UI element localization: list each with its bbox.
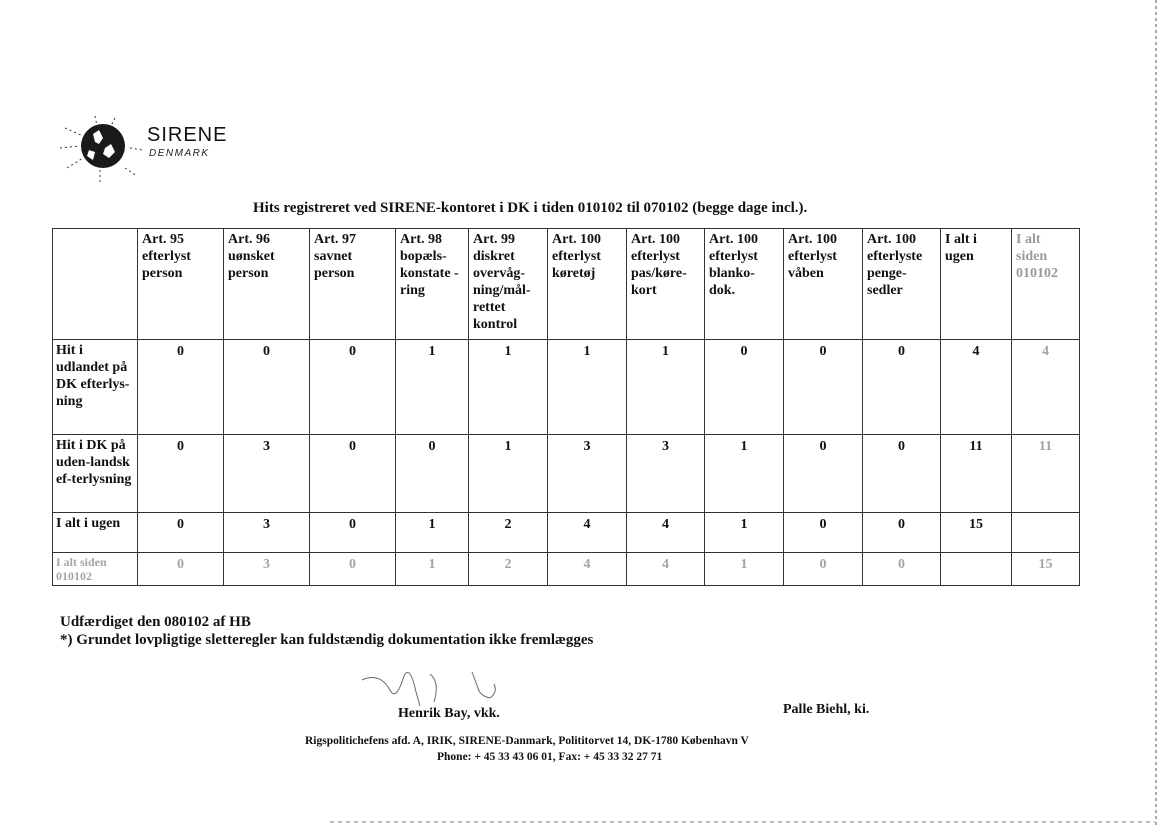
header-cell: I alt i ugen	[941, 229, 1012, 340]
table-cell	[941, 553, 1012, 586]
row-label: I alt i ugen	[53, 513, 138, 553]
header-cell: Art. 96 uønsket person	[224, 229, 310, 340]
table-cell: 2	[469, 513, 548, 553]
table-cell: 0	[310, 340, 396, 435]
table-cell: 0	[396, 435, 469, 513]
table-cell: 4	[548, 553, 627, 586]
table-cell: 3	[627, 435, 705, 513]
header-cell: Art. 100 efterlyst køretøj	[548, 229, 627, 340]
handwritten-signature	[360, 662, 520, 712]
page-title: Hits registreret ved SIRENE-kontoret i DK i tiden 010102 til 070102 (begge dage incl.).	[253, 200, 808, 216]
logo-country: DENMARK	[149, 148, 210, 159]
table-cell: 0	[705, 340, 784, 435]
table-row	[53, 435, 1080, 513]
row-label: Hit i DK på uden-landsk ef-terlysning	[53, 435, 138, 513]
table-cell: 1	[469, 340, 548, 435]
table-cell: 1	[396, 553, 469, 586]
table-cell: 11	[941, 435, 1012, 513]
table-cell: 4	[627, 553, 705, 586]
hits-table	[52, 228, 1080, 586]
table-cell: 0	[863, 553, 941, 586]
deletion-note: *) Grundet lovpligtige sletteregler kan fuldstændig dokumentation ikke fremlægges	[60, 632, 594, 648]
table-cell: 3	[224, 553, 310, 586]
header-cell: Art. 97 savnet person	[310, 229, 396, 340]
table-cell: 4	[548, 513, 627, 553]
table-row	[53, 340, 1080, 435]
table-cell: 1	[469, 435, 548, 513]
table-cell: 0	[784, 340, 863, 435]
table-cell: 0	[310, 513, 396, 553]
header-cell: Art. 95 efterlyst person	[138, 229, 224, 340]
row-label: Hit i udlandet på DK efterlys-ning	[53, 340, 138, 435]
prepared-note: Udfærdiget den 080102 af HB	[60, 614, 251, 630]
scan-edge-right	[1155, 0, 1157, 827]
scan-edge-bottom	[330, 821, 1155, 823]
table-header-row	[53, 229, 1080, 340]
header-cell	[53, 229, 138, 340]
table-cell: 4	[627, 513, 705, 553]
table-cell: 0	[138, 435, 224, 513]
globe-icon	[55, 108, 145, 183]
header-cell: Art. 98 bopæls-konstate -ring	[396, 229, 469, 340]
sirene-logo	[55, 108, 230, 183]
table-cell: 0	[784, 435, 863, 513]
table-cell: 4	[941, 340, 1012, 435]
signature-name-right: Palle Biehl, ki.	[783, 702, 870, 717]
table-cell: 15	[941, 513, 1012, 553]
table-cell: 0	[863, 340, 941, 435]
row-label: I alt siden 010102	[53, 553, 138, 586]
table-cell: 1	[627, 340, 705, 435]
table-cell: 0	[863, 513, 941, 553]
header-cell: Art. 100 efterlyste penge-sedler	[863, 229, 941, 340]
table-cell	[1012, 513, 1080, 553]
table-cell: 0	[138, 553, 224, 586]
phone-fax: Phone: + 45 33 43 06 01, Fax: + 45 33 32 27 71	[437, 751, 663, 763]
table-cell: 0	[784, 553, 863, 586]
table-row	[53, 513, 1080, 553]
table-row	[53, 553, 1080, 586]
table-cell: 0	[138, 513, 224, 553]
table-cell: 0	[310, 553, 396, 586]
signature-name-left: Henrik Bay, vkk.	[398, 706, 500, 721]
logo-name: SIRENE	[147, 124, 228, 146]
table-cell: 0	[863, 435, 941, 513]
header-cell: Art. 99 diskret overvåg-ning/mål-rettet kontrol	[469, 229, 548, 340]
table-cell: 15	[1012, 553, 1080, 586]
table-cell: 1	[705, 435, 784, 513]
header-cell: I alt siden 010102	[1012, 229, 1080, 340]
table-cell: 1	[396, 513, 469, 553]
table-cell: 4	[1012, 340, 1080, 435]
table-cell: 1	[396, 340, 469, 435]
header-cell: Art. 100 efterlyst pas/køre-kort	[627, 229, 705, 340]
header-cell: Art. 100 efterlyst våben	[784, 229, 863, 340]
table-cell: 11	[1012, 435, 1080, 513]
table-cell: 2	[469, 553, 548, 586]
table-cell: 0	[784, 513, 863, 553]
table-cell: 1	[705, 513, 784, 553]
table-cell: 0	[224, 340, 310, 435]
table-cell: 0	[138, 340, 224, 435]
header-cell: Art. 100 efterlyst blanko-dok.	[705, 229, 784, 340]
table-cell: 3	[224, 513, 310, 553]
table-cell: 1	[548, 340, 627, 435]
table-cell: 1	[705, 553, 784, 586]
table-cell: 3	[224, 435, 310, 513]
office-address: Rigspolitichefens afd. A, IRIK, SIRENE-Danmark, Polititorvet 14, DK-1780 København V	[305, 735, 749, 747]
table-cell: 0	[310, 435, 396, 513]
table-cell: 3	[548, 435, 627, 513]
